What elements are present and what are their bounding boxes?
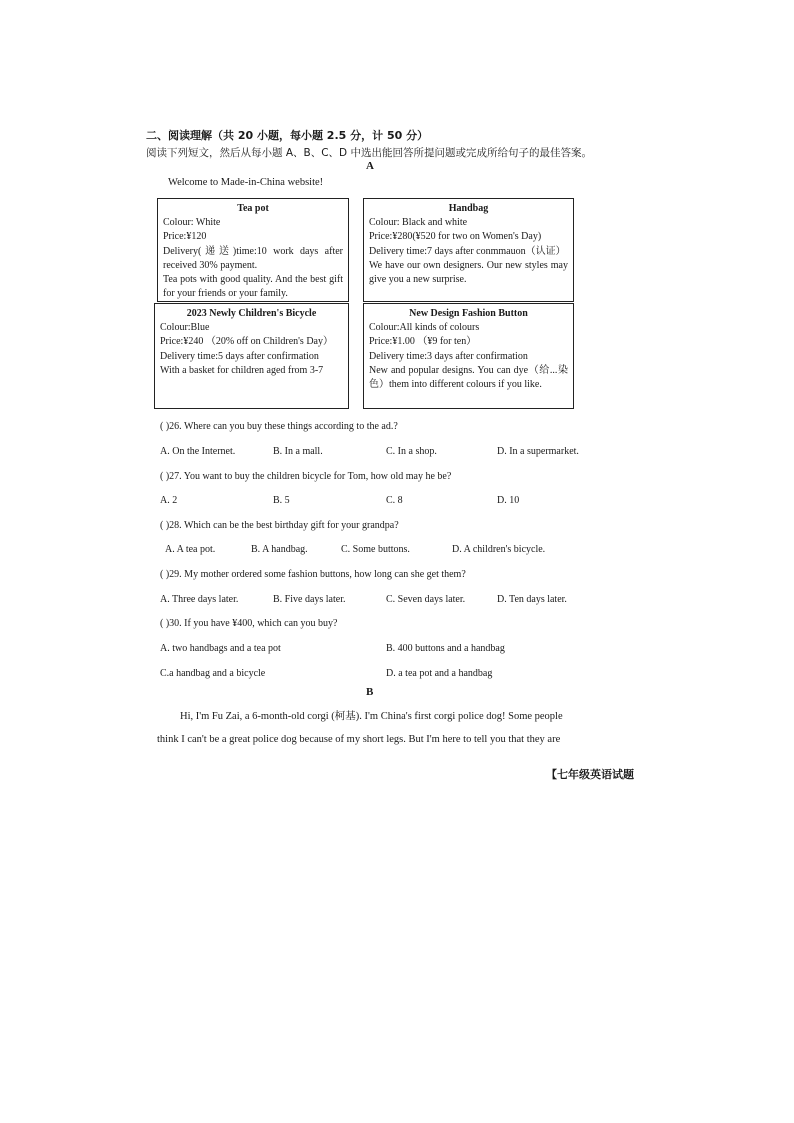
ad-line: Price:¥1.00 （¥9 for ten） bbox=[369, 336, 477, 348]
option-c[interactable]: C. 8 bbox=[386, 495, 403, 506]
option-b[interactable]: B. A handbag. bbox=[251, 544, 308, 555]
ad-handbag bbox=[363, 198, 574, 302]
option-d[interactable]: D. A children's bicycle. bbox=[452, 544, 546, 555]
ad-line: With a basket for children aged from 3-7 bbox=[160, 364, 324, 376]
ad-line: Delivery time:7 days after conmmauon（认证） bbox=[369, 245, 566, 257]
section-instructions: 阅读下列短文，然后从每小题 A、B、C、D 中选出能回答所提问题或完成所给句子的最佳答案。 bbox=[146, 147, 592, 159]
option-d[interactable]: D. 10 bbox=[497, 495, 520, 506]
question-30 bbox=[160, 618, 337, 629]
option-c[interactable]: C.a handbag and a bicycle bbox=[160, 668, 266, 679]
option-a[interactable]: A. two handbags and a tea pot bbox=[160, 643, 281, 654]
ad-line: Colour:All kinds of colours bbox=[369, 322, 480, 334]
ad-title: Tea pot bbox=[237, 203, 269, 214]
option-a[interactable]: A. Three days later. bbox=[160, 594, 239, 605]
ad-line: Price:¥240 （20% off on Children's Day） bbox=[160, 336, 333, 348]
welcome-line: Welcome to Made-in-China website! bbox=[168, 177, 324, 188]
question-27 bbox=[160, 471, 451, 482]
section-title: 二、阅读理解（共 20 小题，每小题 2.5 分，计 50 分） bbox=[146, 129, 429, 142]
answer-bracket[interactable]: ( ) bbox=[160, 618, 170, 629]
ad-line: Delivery time:3 days after confirmation bbox=[369, 350, 528, 362]
ad-title: 2023 Newly Children's Bicycle bbox=[186, 308, 317, 319]
answer-bracket[interactable]: ( ) bbox=[160, 569, 170, 580]
question-26 bbox=[160, 421, 398, 432]
ad-line: Colour:Blue bbox=[160, 322, 210, 334]
passage-b-letter: B bbox=[366, 686, 374, 698]
question-text: 27. You want to buy the children bicycle for Tom, how old may he be? bbox=[169, 471, 452, 482]
answer-bracket[interactable]: ( ) bbox=[160, 421, 170, 432]
passage-b-line: Hi, I'm Fu Zai, a 6-month-old corgi (柯基). I'm China's first corgi police dog! Some people bbox=[180, 711, 563, 722]
ad-line: Colour: Black and white bbox=[369, 217, 468, 229]
question-text: 30. If you have ¥400, which can you buy? bbox=[169, 618, 338, 629]
answer-bracket[interactable]: ( ) bbox=[160, 520, 170, 531]
ad-bicycle bbox=[154, 303, 349, 409]
question-text: 29. My mother ordered some fashion buttons, how long can she get them? bbox=[169, 569, 466, 580]
ad-line: Colour: White bbox=[163, 217, 221, 229]
question-29 bbox=[160, 569, 466, 580]
option-c[interactable]: C. Seven days later. bbox=[386, 594, 466, 605]
option-a[interactable]: A. 2 bbox=[160, 495, 178, 506]
ad-line: Tea pots with good quality. And the best gift for your friends or your family. bbox=[163, 274, 343, 300]
ad-line: Price:¥280(¥520 for two on Women's Day) bbox=[369, 231, 542, 243]
option-b[interactable]: B. 400 buttons and a handbag bbox=[386, 643, 505, 654]
option-d[interactable]: D. In a supermarket. bbox=[497, 446, 579, 457]
question-28 bbox=[160, 520, 399, 531]
option-a[interactable]: A. On the Internet. bbox=[160, 446, 236, 457]
passage-a-letter: A bbox=[366, 160, 374, 172]
ad-line: We have our own designers. Our new styles may give you a new surprise. bbox=[369, 259, 568, 286]
question-text: 26. Where can you buy these things according to the ad.? bbox=[169, 421, 398, 432]
ad-title: New Design Fashion Button bbox=[409, 308, 528, 319]
exam-footer-tag: 【七年级英语试题 bbox=[546, 768, 634, 781]
option-c[interactable]: C. Some buttons. bbox=[341, 544, 410, 555]
option-b[interactable]: B. In a mall. bbox=[273, 446, 323, 457]
option-b[interactable]: B. 5 bbox=[273, 495, 290, 506]
ad-line: Price:¥120 bbox=[163, 231, 207, 243]
ad-line: Delivery(递送)time:10 work days after received 30% payment. bbox=[163, 245, 343, 271]
ad-title: Handbag bbox=[448, 203, 489, 214]
passage-b-line: think I can't be a great police dog because of my short legs. But I'm here to tell you that they are bbox=[157, 734, 561, 745]
answer-bracket[interactable]: ( ) bbox=[160, 471, 170, 482]
option-c[interactable]: C. In a shop. bbox=[386, 446, 437, 457]
question-text: 28. Which can be the best birthday gift for your grandpa? bbox=[169, 520, 399, 531]
ad-tea-pot bbox=[157, 198, 349, 302]
ad-line: New and popular designs. You can dye（给...染色）them into different colours if you like. bbox=[369, 364, 568, 391]
ad-line: Delivery time:5 days after confirmation bbox=[160, 350, 319, 362]
option-d[interactable]: D. Ten days later. bbox=[497, 594, 567, 605]
ad-fashion-button bbox=[363, 303, 574, 409]
option-d[interactable]: D. a tea pot and a handbag bbox=[386, 668, 493, 679]
option-a[interactable]: A. A tea pot. bbox=[165, 544, 216, 555]
option-b[interactable]: B. Five days later. bbox=[273, 594, 346, 605]
